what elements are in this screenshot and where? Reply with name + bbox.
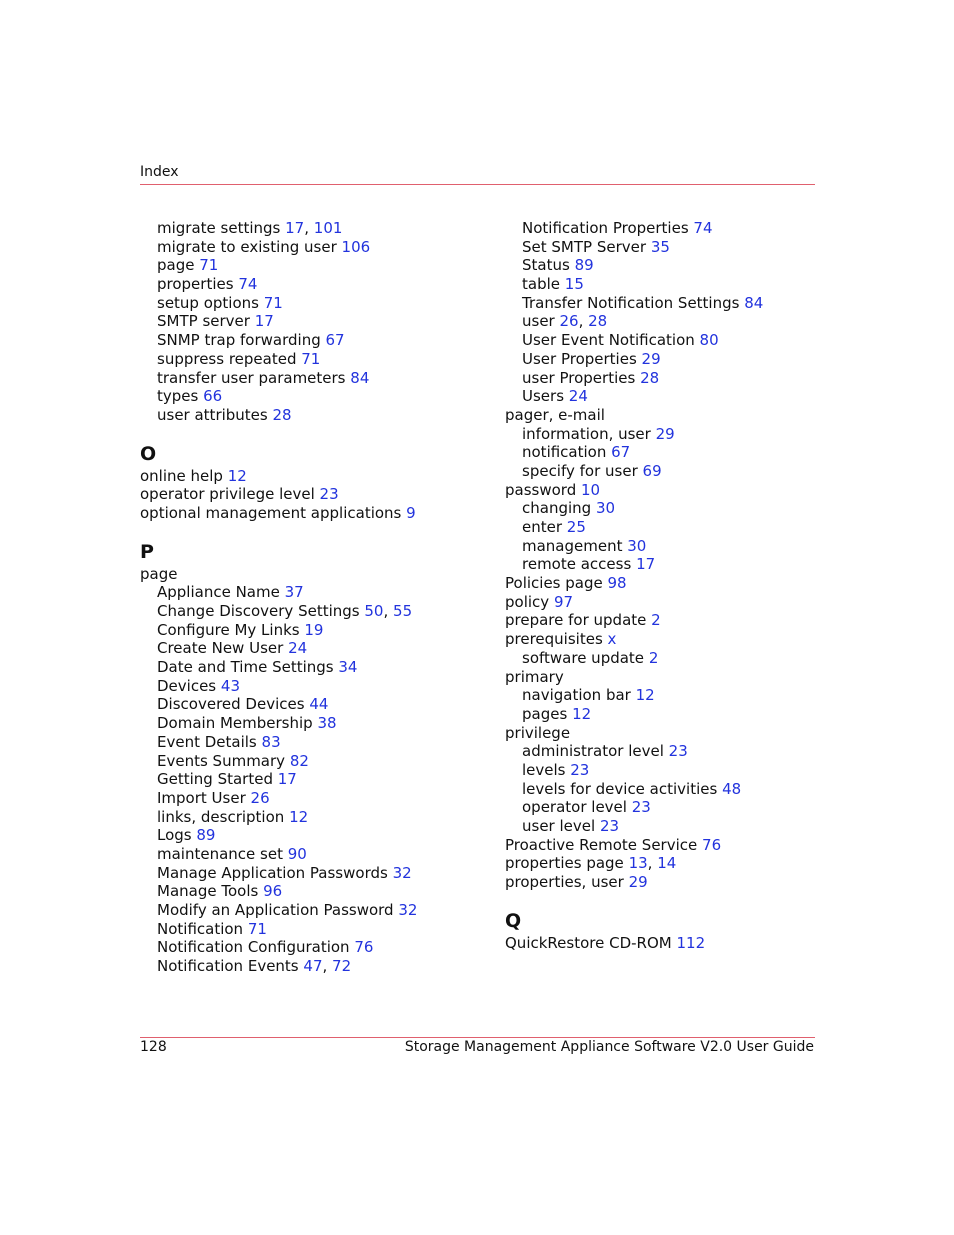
index-entry — [505, 630, 825, 649]
index-term: user attributes — [157, 405, 268, 424]
index-term: page — [140, 564, 178, 583]
index-term: user Properties — [522, 368, 636, 387]
index-term: Devices — [157, 676, 217, 695]
page-reference-link[interactable]: 97 — [553, 592, 574, 611]
index-subentry — [140, 733, 490, 752]
index-subentry — [140, 658, 490, 677]
page-reference-link[interactable]: 23 — [570, 760, 590, 779]
index-subentry — [505, 798, 825, 817]
index-subentry: migrate settings 17, 101 — [157, 219, 343, 237]
index-term: changing — [522, 499, 592, 518]
page-reference-link[interactable]: 9 — [406, 503, 416, 522]
page-reference-link[interactable]: 29 — [655, 424, 675, 443]
page-reference-link[interactable]: 72 — [332, 957, 352, 976]
index-term: administrator level — [522, 742, 664, 761]
index-subentry — [505, 537, 825, 556]
index-term: prerequisites — [505, 630, 603, 649]
page-reference-link[interactable]: 24 — [288, 639, 308, 658]
page-reference-link[interactable]: 71 — [263, 293, 283, 312]
index-subentry — [505, 425, 825, 444]
index-subentry — [505, 275, 825, 294]
index-term: User Event Notification — [522, 331, 695, 350]
page-reference-link[interactable]: 25 — [566, 518, 586, 536]
index-subentry — [140, 406, 490, 425]
index-subentry — [140, 639, 490, 658]
index-entry — [505, 724, 825, 743]
page-reference-link[interactable]: x — [607, 630, 617, 649]
page-reference-link[interactable]: 12 — [635, 686, 655, 705]
index-term: SMTP server — [157, 312, 250, 331]
index-term: operator privilege level — [140, 485, 315, 504]
index-subentry — [140, 752, 490, 771]
index-subentry — [505, 387, 825, 406]
index-term: Getting Started — [157, 770, 273, 789]
page-reference-link[interactable]: 84 — [744, 293, 764, 312]
index-term: Change Discovery Settings — [157, 602, 360, 620]
index-subentry — [505, 499, 825, 518]
page-reference-link[interactable]: 28 — [272, 405, 292, 424]
index-subentry: user 26, 28 — [522, 312, 608, 331]
page-reference-link[interactable]: 48 — [722, 779, 742, 798]
index-subentry — [505, 555, 825, 574]
index-subentry — [505, 761, 825, 780]
index-subentry — [140, 583, 490, 602]
index-term: SNMP trap forwarding — [157, 331, 321, 350]
index-entry — [505, 593, 825, 612]
index-subentry — [140, 808, 490, 827]
index-entry — [505, 668, 825, 687]
index-term: optional management applications — [140, 503, 402, 522]
index-term: Import User — [157, 788, 246, 807]
page-reference-link[interactable]: 112 — [676, 933, 706, 952]
index-term: Notification Configuration — [157, 938, 350, 957]
page-reference-link[interactable]: 23 — [319, 485, 339, 504]
page-reference-link[interactable]: 47 — [303, 957, 323, 976]
index-term: Events Summary — [157, 751, 286, 770]
index-term: Status — [522, 256, 570, 275]
index-subentry — [140, 331, 490, 350]
index-term: Proactive Remote Service — [505, 835, 698, 854]
index-subentry — [140, 294, 490, 313]
index-subentry — [140, 826, 490, 845]
page-reference-link[interactable]: 101 — [313, 219, 343, 237]
index-subentry — [505, 369, 825, 388]
index-entry — [505, 481, 825, 500]
index-term: levels — [522, 760, 566, 779]
page-reference-link[interactable]: 24 — [568, 387, 588, 406]
page-reference-link[interactable]: 29 — [628, 873, 648, 892]
page-reference-link[interactable]: 80 — [699, 331, 719, 350]
page-reference-link[interactable]: 17 — [254, 312, 274, 331]
index-subentry — [140, 238, 490, 257]
page-reference-link[interactable]: 69 — [642, 461, 662, 480]
page-reference-link[interactable]: 12 — [289, 807, 309, 826]
page-reference-link[interactable]: 13 — [628, 854, 648, 873]
index-term: properties — [157, 275, 234, 294]
index-subentry — [505, 443, 825, 462]
index-term: Manage Application Passwords — [157, 863, 388, 882]
index-term: Notification Properties — [522, 219, 689, 237]
page-reference-link[interactable]: 76 — [354, 938, 374, 957]
page-reference-link[interactable]: 71 — [301, 349, 321, 368]
page-reference-link[interactable]: 35 — [650, 237, 670, 256]
index-entry — [140, 485, 490, 504]
index-term: transfer user parameters — [157, 368, 346, 387]
index-term: online help — [140, 466, 223, 485]
page-reference-link[interactable]: 10 — [581, 480, 601, 499]
page-reference-link[interactable]: 90 — [287, 844, 307, 863]
index-subentry — [140, 770, 490, 789]
index-subentry — [140, 312, 490, 331]
index-term: remote access — [522, 555, 632, 574]
index-entry — [505, 406, 825, 425]
index-term: table — [522, 275, 560, 294]
index-subentry — [140, 920, 490, 939]
page-reference-link[interactable]: 84 — [350, 368, 370, 387]
index-entry — [505, 873, 825, 892]
index-subentry — [505, 518, 825, 537]
index-subentry — [140, 714, 490, 733]
index-subentry — [140, 864, 490, 883]
index-column-right — [505, 219, 825, 952]
index-subentry — [505, 238, 825, 257]
page-reference-link[interactable]: 74 — [693, 219, 713, 237]
index-letter-heading: O — [140, 442, 157, 465]
index-term: policy — [505, 592, 550, 611]
page-reference-link[interactable]: 37 — [284, 583, 304, 602]
index-term: Set SMTP Server — [522, 237, 647, 256]
page-reference-link[interactable]: 89 — [196, 826, 216, 845]
page-reference-link[interactable]: 17 — [285, 219, 305, 237]
page-reference-link[interactable]: 71 — [199, 256, 219, 275]
index-term: Transfer Notification Settings — [522, 293, 740, 312]
page-reference-link[interactable]: 55 — [393, 602, 413, 620]
index-entry: properties page 13, 14 — [505, 854, 677, 873]
index-term: primary — [505, 667, 564, 686]
page-reference-link[interactable]: 30 — [595, 499, 616, 518]
page-reference-link[interactable]: 74 — [238, 275, 258, 294]
index-subentry — [140, 882, 490, 901]
index-entry — [505, 934, 825, 953]
page-reference-link[interactable]: 67 — [611, 443, 631, 462]
index-subentry — [505, 780, 825, 799]
index-subentry — [140, 369, 490, 388]
index-term: pages — [522, 704, 568, 723]
index-term: migrate to existing user — [157, 237, 337, 256]
index-term: specify for user — [522, 461, 638, 480]
index-term: types — [157, 387, 199, 406]
header-rule — [140, 184, 815, 185]
index-subentry — [140, 845, 490, 864]
index-term: privilege — [505, 723, 571, 742]
index-letter-heading: P — [140, 540, 154, 563]
index-subentry — [505, 350, 825, 369]
index-entry — [140, 504, 490, 523]
index-subentry — [140, 275, 490, 294]
index-term: properties, user — [505, 873, 624, 892]
index-subentry — [505, 219, 825, 238]
page-reference-link[interactable]: 43 — [220, 676, 240, 695]
page-reference-link[interactable]: 23 — [668, 742, 688, 761]
index-term: QuickRestore CD-ROM — [505, 933, 672, 952]
index-term: Domain Membership — [157, 714, 313, 733]
index-term: Modify an Application Password — [157, 901, 394, 919]
index-entry — [505, 611, 825, 630]
page-reference-link[interactable]: 32 — [392, 863, 412, 882]
index-term: Configure My Links — [157, 620, 300, 639]
index-entry — [140, 565, 490, 584]
page-reference-link[interactable]: 66 — [203, 387, 223, 406]
index-subentry — [140, 695, 490, 714]
index-term: information, user — [522, 424, 651, 443]
page-reference-link[interactable]: 29 — [641, 349, 661, 368]
page-reference-link[interactable]: 23 — [599, 817, 620, 835]
index-subentry — [505, 686, 825, 705]
index-term: properties page — [505, 854, 624, 873]
page-reference-link[interactable]: 44 — [309, 695, 329, 714]
page-reference-link[interactable]: 38 — [317, 714, 337, 733]
document-title: Storage Management Appliance Software V2.0 User Guide — [404, 1039, 814, 1055]
page-reference-link[interactable]: 23 — [631, 798, 651, 817]
index-term: setup options — [157, 293, 259, 312]
page-reference-link[interactable]: 89 — [574, 256, 594, 275]
index-term: software update — [522, 648, 645, 667]
page-reference-link[interactable]: 106 — [341, 237, 371, 256]
page-reference-link[interactable]: 14 — [657, 854, 677, 873]
index-term: operator level — [522, 798, 627, 817]
index-term: Logs — [157, 826, 192, 845]
index-term: Notification Events — [157, 957, 299, 976]
index-term: pager, e-mail — [505, 405, 605, 424]
page-reference-link[interactable]: 17 — [636, 555, 656, 574]
index-term: Create New User — [157, 639, 284, 658]
index-subentry — [505, 742, 825, 761]
page-reference-link[interactable]: 34 — [338, 658, 358, 677]
page-reference-link[interactable]: 32 — [398, 901, 418, 919]
index-subentry: Change Discovery Settings 50, 55 — [157, 602, 413, 620]
index-entry — [505, 836, 825, 855]
index-entry — [140, 467, 490, 486]
index-subentry — [505, 294, 825, 313]
index-term: Manage Tools — [157, 882, 259, 901]
index-subentry — [505, 817, 825, 836]
index-term: maintenance set — [157, 844, 283, 863]
page-reference-link[interactable]: 2 — [651, 611, 661, 630]
page-reference-link[interactable]: 15 — [564, 275, 584, 294]
index-term: links, description — [157, 807, 285, 826]
page-reference-link[interactable]: 98 — [607, 574, 627, 593]
page-reference-link[interactable]: 67 — [325, 331, 345, 350]
page-reference-link[interactable]: 26 — [559, 312, 579, 331]
page-reference-link[interactable]: 50 — [364, 602, 384, 620]
index-subentry — [505, 462, 825, 481]
index-term: levels for device activities — [522, 779, 718, 798]
index-subentry: Notification Events 47, 72 — [157, 957, 352, 976]
index-term: management — [522, 536, 623, 555]
index-term: Policies page — [505, 574, 603, 593]
page-reference-link[interactable]: 28 — [640, 368, 660, 387]
index-term: Notification — [157, 919, 244, 938]
index-term: notification — [522, 443, 607, 462]
page-reference-link[interactable]: 76 — [702, 835, 722, 854]
page-reference-link[interactable]: 26 — [250, 788, 270, 807]
page-reference-link[interactable]: 12 — [572, 704, 592, 723]
index-column-left — [140, 219, 490, 976]
index-term: user level — [522, 817, 596, 835]
index-letter-heading: Q — [505, 909, 522, 932]
page-reference-link[interactable]: 82 — [289, 751, 309, 770]
index-subentry — [140, 350, 490, 369]
index-subentry — [140, 938, 490, 957]
index-term: Date and Time Settings — [157, 658, 334, 677]
page-number: 128 — [140, 1039, 167, 1055]
index-subentry — [140, 677, 490, 696]
index-term: password — [505, 480, 577, 499]
index-subentry — [505, 256, 825, 275]
index-term: User Properties — [522, 349, 637, 368]
page-reference-link[interactable]: 96 — [263, 882, 283, 901]
index-term: suppress repeated — [157, 349, 297, 368]
page-reference-link[interactable]: 83 — [261, 732, 281, 751]
index-subentry — [505, 705, 825, 724]
index-subentry — [505, 649, 825, 668]
page-reference-link[interactable]: 19 — [304, 620, 324, 639]
index-subentry — [505, 331, 825, 350]
index-term: navigation bar — [522, 686, 631, 705]
index-term: enter — [522, 518, 563, 536]
index-subentry — [140, 789, 490, 808]
index-subentry — [140, 256, 490, 275]
index-subentry — [140, 901, 490, 920]
index-term: migrate settings — [157, 219, 281, 237]
page-reference-link[interactable]: 28 — [588, 312, 608, 331]
index-term: Event Details — [157, 732, 257, 751]
index-term: Users — [522, 387, 565, 406]
index-term: Appliance Name — [157, 583, 280, 602]
header-label: Index — [140, 164, 179, 180]
index-term: page — [157, 256, 195, 275]
index-term: prepare for update — [505, 611, 647, 630]
page-reference-link[interactable]: 30 — [627, 536, 647, 555]
page-reference-link[interactable]: 2 — [648, 648, 659, 667]
index-subentry — [140, 387, 490, 406]
page-reference-link[interactable]: 12 — [227, 466, 247, 485]
index-term: Discovered Devices — [157, 695, 305, 714]
index-subentry — [140, 621, 490, 640]
index-term: user — [522, 312, 555, 331]
page-reference-link[interactable]: 17 — [277, 770, 297, 789]
index-entry — [505, 574, 825, 593]
page-reference-link[interactable]: 71 — [247, 919, 267, 938]
